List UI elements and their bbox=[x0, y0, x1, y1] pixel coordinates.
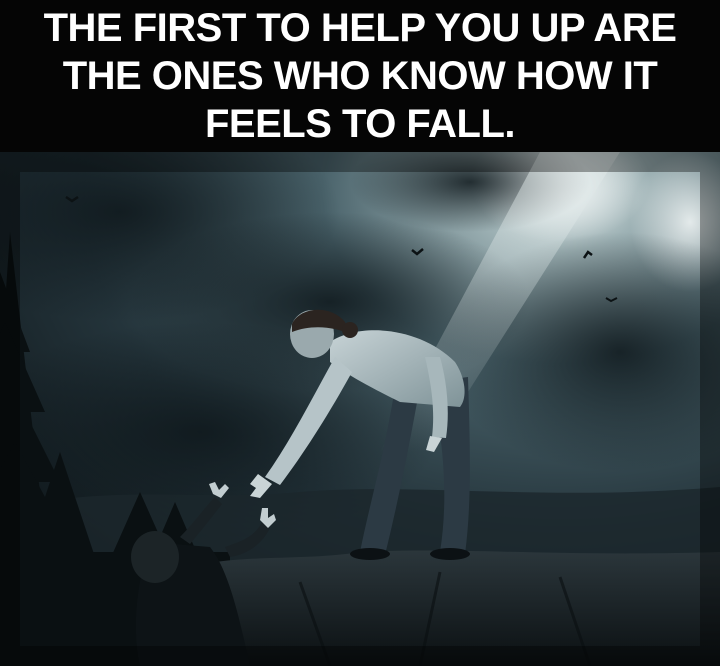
caption-line-3: FEELS TO FALL. bbox=[204, 102, 516, 146]
photo-helping-hand-scene bbox=[0, 152, 720, 666]
photo-illustration bbox=[0, 152, 720, 666]
caption-line-2: THE ONES WHO KNOW HOW IT bbox=[62, 54, 658, 98]
caption-line-1: THE FIRST TO HELP YOU UP ARE bbox=[43, 6, 677, 50]
caption-bar bbox=[0, 0, 720, 152]
